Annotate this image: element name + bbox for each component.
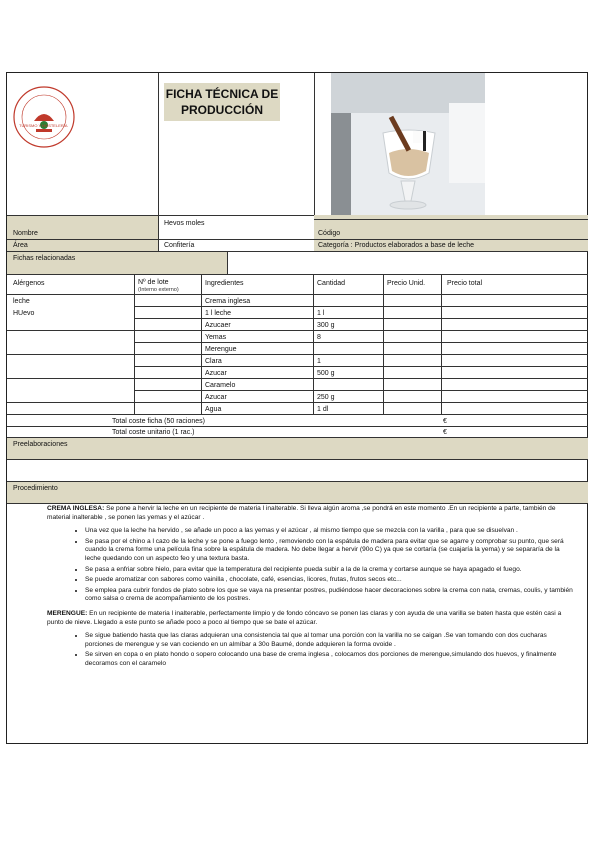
ingredient-qty: 300 g: [317, 322, 335, 329]
crema-intro: Se pone a hervir la leche en un recipiente de materia l inalterable. Si lleva algún aroma ,se pondrá en este momento .En un recipiente a parte, también de material inalterable , se ponen las yemas y el azúcar .: [47, 505, 556, 521]
ingredient-name: Merengue: [205, 346, 237, 353]
ingredient-name: Azucaer: [205, 322, 231, 329]
ingredient-name: 1 l leche: [205, 310, 232, 317]
header-cantidad: Cantidad: [317, 280, 346, 287]
list-item: • Se pasa a enfriar sobre hielo, para evitar que la temperatura del recipiente pueda subir a la de la crema y cortarse aunque se haya apagado el fuego.: [85, 566, 577, 575]
ingredient-name: Azucar: [205, 394, 227, 401]
logo-text: TURISMO Y HOSTELERÍA: [19, 123, 68, 128]
dessert-photo: [331, 73, 485, 219]
ingredient-qty: 1 dl: [317, 406, 329, 413]
total-unitario-label: Total coste unitario (1 rac.): [112, 429, 195, 436]
title-line-2: PRODUCCIÓN: [180, 103, 263, 117]
crema-paragraph: [47, 505, 577, 522]
header-precio-total: Precio total: [447, 280, 483, 287]
header-lote: Nº de lote: [138, 279, 169, 286]
header-ingredientes: Ingredientes: [205, 280, 244, 287]
nombre-value: Hevos moles: [164, 220, 205, 227]
list-item: • Se pasa por el chino a l cazo de la leche y se pone a fuego lento , removiendo con la espátula de madera para evitar que se agarre y comprobar su punto, que será cuando la crema forme una película fina sobre la espátula de madera. No debe llegar a hervir (90o C) ya que se cortaría (se cuajaría la yema) y se separaría de la leche quedando con un aspecto feo y una textura basta.: [85, 538, 577, 564]
crema-steps: [85, 527, 577, 604]
merengue-heading: MERENGUE:: [47, 609, 88, 617]
crema-heading: CREMA INGLESA:: [47, 505, 105, 512]
total-unitario-euro: €: [443, 429, 447, 436]
section-preelaboraciones: Preelaboraciones: [13, 441, 68, 448]
list-item: • Se sirven en copa o en plato hondo o sopero colocando una base de crema inglesa , colocamos dos porciones de merengue,simulando dos huevos, y finalmente decoramos con el caramelo: [85, 651, 577, 668]
title-line-1: FICHA TÉCNICA DE: [165, 87, 279, 101]
ingredient-name: Caramelo: [205, 382, 236, 389]
list-item: • Se sigue batiendo hasta que las claras adquieran una consistencia tal que al tomar una porción con la varilla no se caigan .Se van tomando con dos cucharas porciones de merengue y se van cociendo en un almíbar a 30o Baumé, donde adquieren la forma ovoide .: [85, 632, 577, 649]
area-value: Confitería: [164, 242, 195, 249]
ingredient-qty: 250 g: [317, 394, 335, 401]
fichas-label: Fichas relacionadas: [13, 255, 76, 262]
ingredient-name: Clara: [205, 358, 222, 365]
merengue-intro: En un recipiente de materia l inalterable, perfectamente limpio y de fondo cóncavo se ponen las claras y con ayuda de una varilla se baten hasta que estén casi a punto de nieve. Llegado a este punto se añade poco a poco al tiempo que se bate el azúcar.: [47, 609, 562, 626]
header-precio-unid: Precio Unid.: [387, 280, 426, 287]
page-title: [164, 83, 280, 121]
list-item: • Una vez que la leche ha hervido , se añade un poco a las yemas y el azúcar , al mismo tiempo que se mezcla con la varilla , para que se disuelvan .: [85, 527, 577, 536]
merengue-paragraph: [47, 610, 577, 627]
alergeno-item: leche: [13, 298, 30, 305]
section-procedimiento: Procedimiento: [13, 485, 58, 492]
nombre-label: Nombre: [13, 230, 38, 237]
merengue-steps: [85, 632, 577, 668]
alergeno-item: HUevo: [13, 310, 35, 317]
ingredient-name: Yemas: [205, 334, 227, 341]
list-item: • Se emplea para cubrir fondos de plato sobre los que se vaya na presentar postres, pudiéndose hacer decoraciones sobre la crema con nata, cremas, coulis, y también como salsa o crema de acompañamiento de los postres.: [85, 587, 577, 604]
procedure-text: [47, 505, 577, 675]
codigo-label: Código: [318, 230, 341, 237]
total-ficha-euro: €: [443, 418, 447, 425]
ingredient-name: Crema inglesa: [205, 298, 251, 305]
total-ficha-label: Total coste ficha (50 raciones): [112, 418, 205, 425]
ingredient-qty: 500 g: [317, 370, 335, 377]
technical-sheet: [6, 72, 588, 744]
area-label: Área: [13, 242, 28, 249]
ingredient-name: Azucar: [205, 370, 227, 377]
ingredient-qty: 1 l: [317, 310, 325, 317]
header-alergenos: Alérgenos: [13, 280, 45, 287]
ingredient-name: Agua: [205, 406, 222, 413]
ingredient-qty: 1: [317, 358, 321, 365]
categoria: Categoría : Productos elaborados a base de leche: [318, 242, 475, 249]
list-item: • Se puede aromatizar con sabores como vainilla , chocolate, café, esencias, licores, frutas, frutos secos etc...: [85, 576, 577, 585]
school-logo: [12, 85, 76, 149]
header-lote-sub: (Interno externo): [138, 287, 179, 293]
ingredient-qty: 8: [317, 334, 321, 341]
